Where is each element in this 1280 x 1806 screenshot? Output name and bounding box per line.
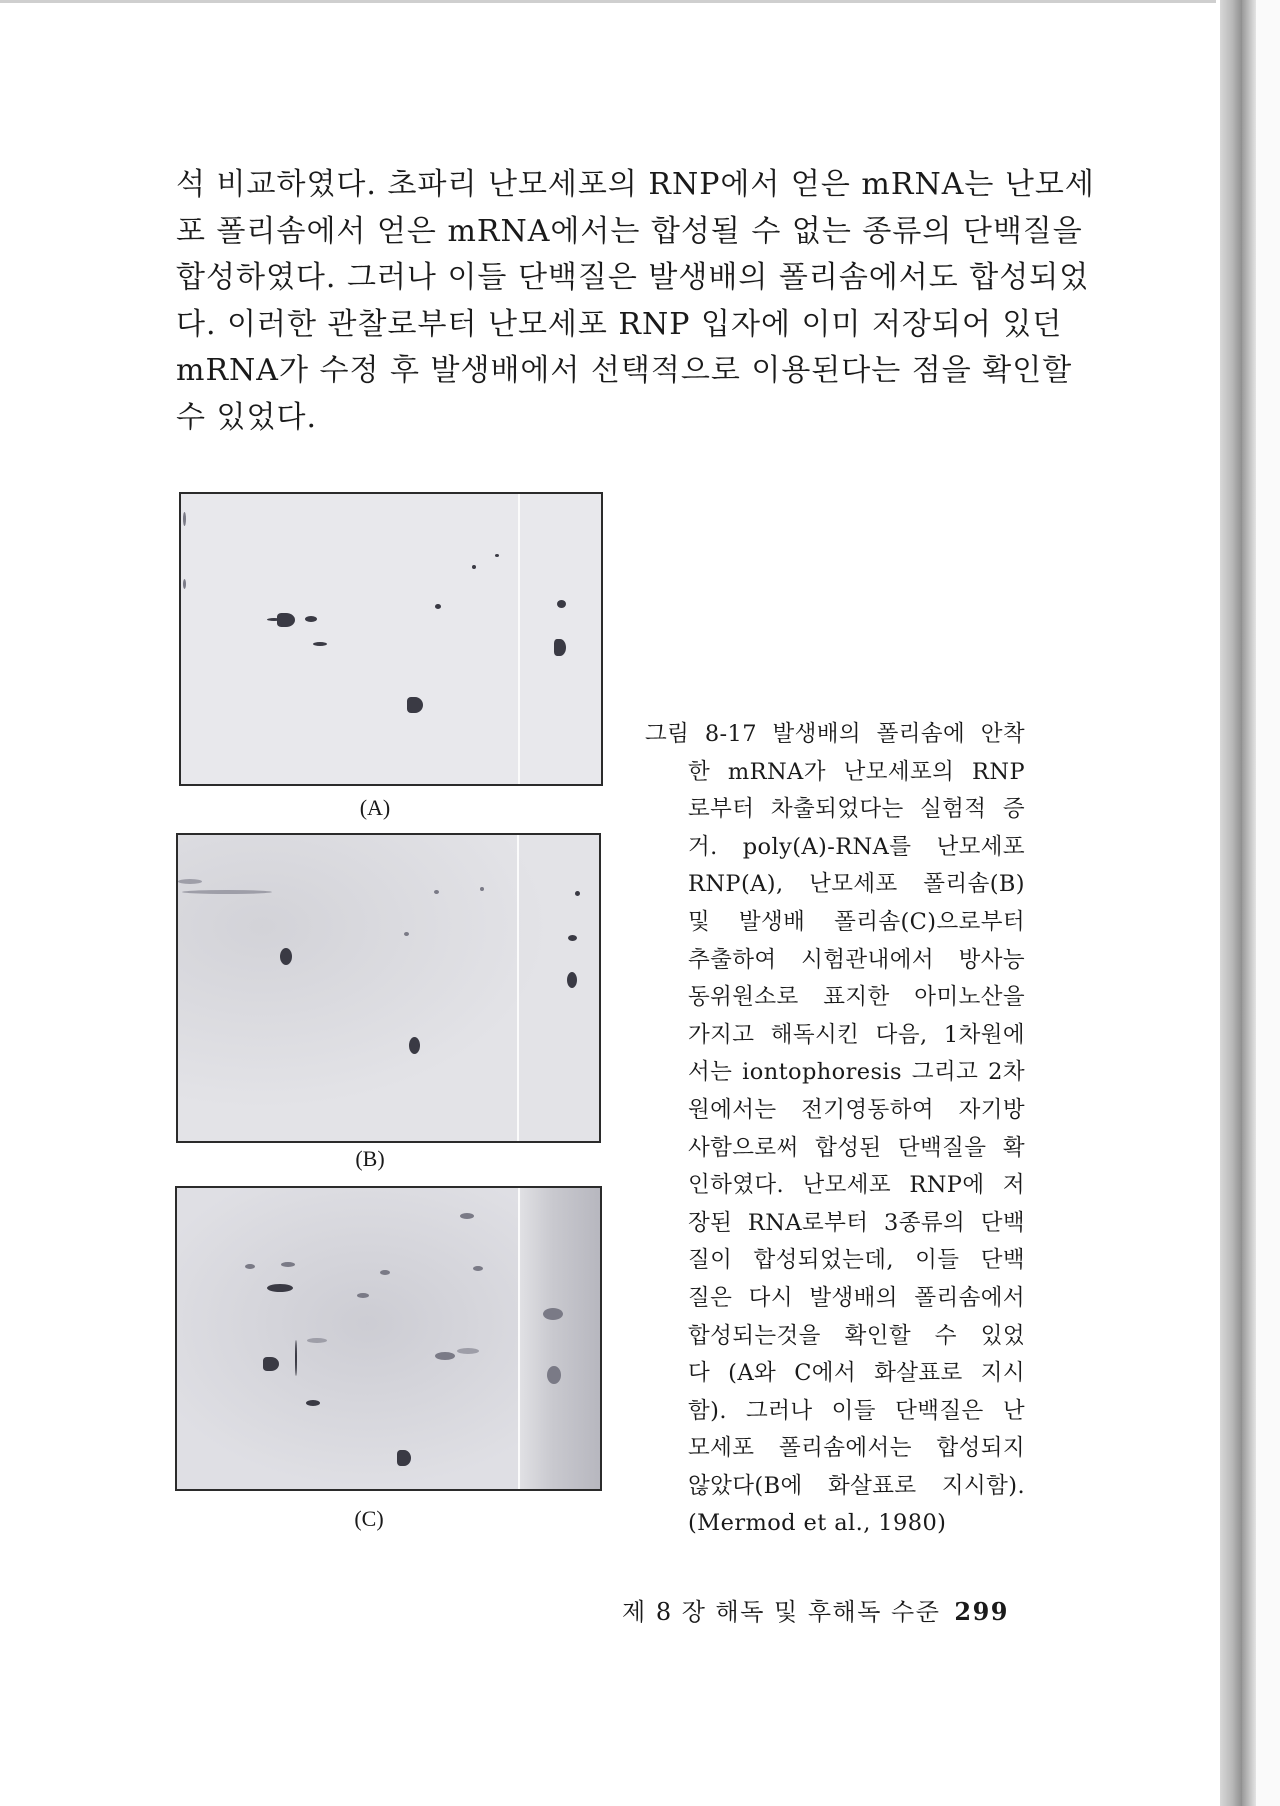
caption-line: 로부터 차출되었다는 실험적 증	[688, 796, 1025, 823]
gel-dark-region	[520, 1188, 600, 1489]
caption-line: 질이 합성되었는데, 이들 단백	[688, 1247, 1025, 1274]
gel-spot	[245, 1264, 255, 1269]
page-top-edge	[0, 0, 1216, 3]
caption-line: 합성되는것을 확인할 수 있었	[688, 1322, 1025, 1349]
arrow-tail	[267, 618, 281, 621]
protein-spot-arrow	[554, 639, 566, 656]
caption-line: 한 mRNA가 난모세포의 RNP	[688, 758, 1025, 785]
caption-line: 인하였다. 난모세포 RNP에 저	[688, 1172, 1025, 1199]
gel-image-c	[175, 1186, 602, 1491]
body-line: 합성하였다. 그러나 이들 단백질은 발생배의 폴리솜에서도 합성되었	[176, 260, 1090, 295]
body-line: 포 폴리솜에서 얻은 mRNA에서는 합성될 수 없는 종류의 단백질을	[176, 213, 1083, 249]
gel-spot	[357, 1293, 369, 1298]
protein-spot-arrow	[263, 1357, 279, 1371]
gel-image-a	[179, 492, 603, 786]
caption-line: 추출하여 시험관내에서 방사능	[688, 946, 1025, 973]
scan-line	[518, 492, 520, 786]
gel-spot	[435, 1352, 455, 1360]
caption-line: 원에서는 전기영동하여 자기방	[688, 1096, 1025, 1123]
gel-spot	[380, 1270, 390, 1275]
caption-line: 사함으로써 합성된 단백질을 확	[688, 1134, 1025, 1161]
gel-spot	[313, 642, 327, 646]
caption-line: 장된 RNA로부터 3종류의 단백	[688, 1209, 1025, 1236]
gel-spot	[473, 1266, 483, 1271]
running-footer	[622, 1592, 1022, 1627]
caption-line: 서는 iontophoresis 그리고 2차	[688, 1059, 1025, 1086]
scan-line	[518, 1186, 520, 1491]
page-binding-shadow	[1220, 0, 1242, 1806]
gel-spot	[472, 565, 476, 569]
gel-spot	[183, 512, 186, 526]
caption-line: 않았다(B에 화살표로 지시함).	[688, 1472, 1025, 1499]
body-paragraph	[176, 162, 1095, 441]
gel-spot	[281, 1262, 295, 1267]
gel-image-b	[176, 833, 601, 1143]
protein-spot-arrow	[407, 697, 423, 713]
caption-line: 질은 다시 발생배의 폴리솜에서	[688, 1284, 1025, 1311]
gel-spot	[557, 600, 566, 608]
caption-line: 및 발생배 폴리솜(C)으로부터	[688, 908, 1025, 935]
gel-spot	[480, 887, 484, 891]
chapter-title: 제 8 장 해독 및 후해독 수준	[622, 1598, 941, 1626]
arrow-line	[295, 1340, 297, 1376]
figure-caption	[645, 716, 1025, 1543]
gel-spot	[183, 579, 186, 589]
protein-spot	[567, 972, 577, 988]
gel-spot	[267, 1284, 293, 1292]
caption-line: 모세포 폴리솜에서는 합성되지	[688, 1435, 1025, 1462]
gel-spot	[435, 604, 441, 609]
gel-spot	[543, 1308, 563, 1320]
body-line: 수 있었다.	[176, 399, 317, 435]
protein-spot	[280, 948, 292, 965]
page-binding-edge	[1242, 0, 1256, 1806]
gel-spot	[547, 1366, 561, 1384]
gel-spot	[495, 554, 499, 557]
scan-margin	[1256, 0, 1280, 1806]
body-line: 다. 이러한 관찰로부터 난모세포 RNP 입자에 이미 저장되어 있던	[176, 306, 1063, 342]
gel-spot	[306, 1400, 320, 1406]
gel-spot	[460, 1213, 474, 1219]
gel-spot	[307, 1338, 327, 1343]
body-line: mRNA가 수정 후 발생배에서 선택적으로 이용된다는 점을 확인할	[176, 353, 1073, 388]
gel-spot	[305, 616, 317, 622]
caption-line: 가지고 해독시킨 다음, 1차원에	[688, 1021, 1025, 1048]
protein-spot	[409, 1037, 420, 1054]
caption-citation: (Mermod et al., 1980)	[688, 1510, 947, 1537]
body-line: 석 비교하였다. 초파리 난모세포의 RNP에서 얻은 mRNA는 난모세	[176, 167, 1095, 202]
panel-label-c: (C)	[354, 1506, 384, 1531]
gel-background	[178, 835, 599, 1141]
page-number: 299	[954, 1597, 1009, 1626]
gel-spot	[575, 891, 580, 896]
caption-line: 다 (A와 C에서 화살표로 지시	[688, 1360, 1025, 1387]
gel-spot	[457, 1348, 479, 1354]
gel-spot	[404, 932, 409, 936]
panel-label-a: (A)	[359, 795, 391, 820]
gel-spot	[434, 890, 439, 894]
gel-streak	[178, 879, 202, 884]
caption-line: 거. poly(A)-RNA를 난모세포	[688, 833, 1025, 860]
caption-line: 동위원소로 표지한 아미노산을	[688, 984, 1025, 1011]
gel-streak	[182, 890, 272, 894]
panel-label-b: (B)	[355, 1146, 385, 1171]
protein-spot-arrow	[397, 1450, 411, 1466]
caption-line: 그림 8-17 발생배의 폴리솜에 안착	[645, 721, 1025, 747]
gel-spot	[568, 935, 577, 941]
caption-line: RNP(A), 난모세포 폴리솜(B)	[688, 871, 1025, 898]
caption-line: 함). 그러나 이들 단백질은 난	[688, 1397, 1025, 1424]
scan-line	[517, 833, 519, 1143]
